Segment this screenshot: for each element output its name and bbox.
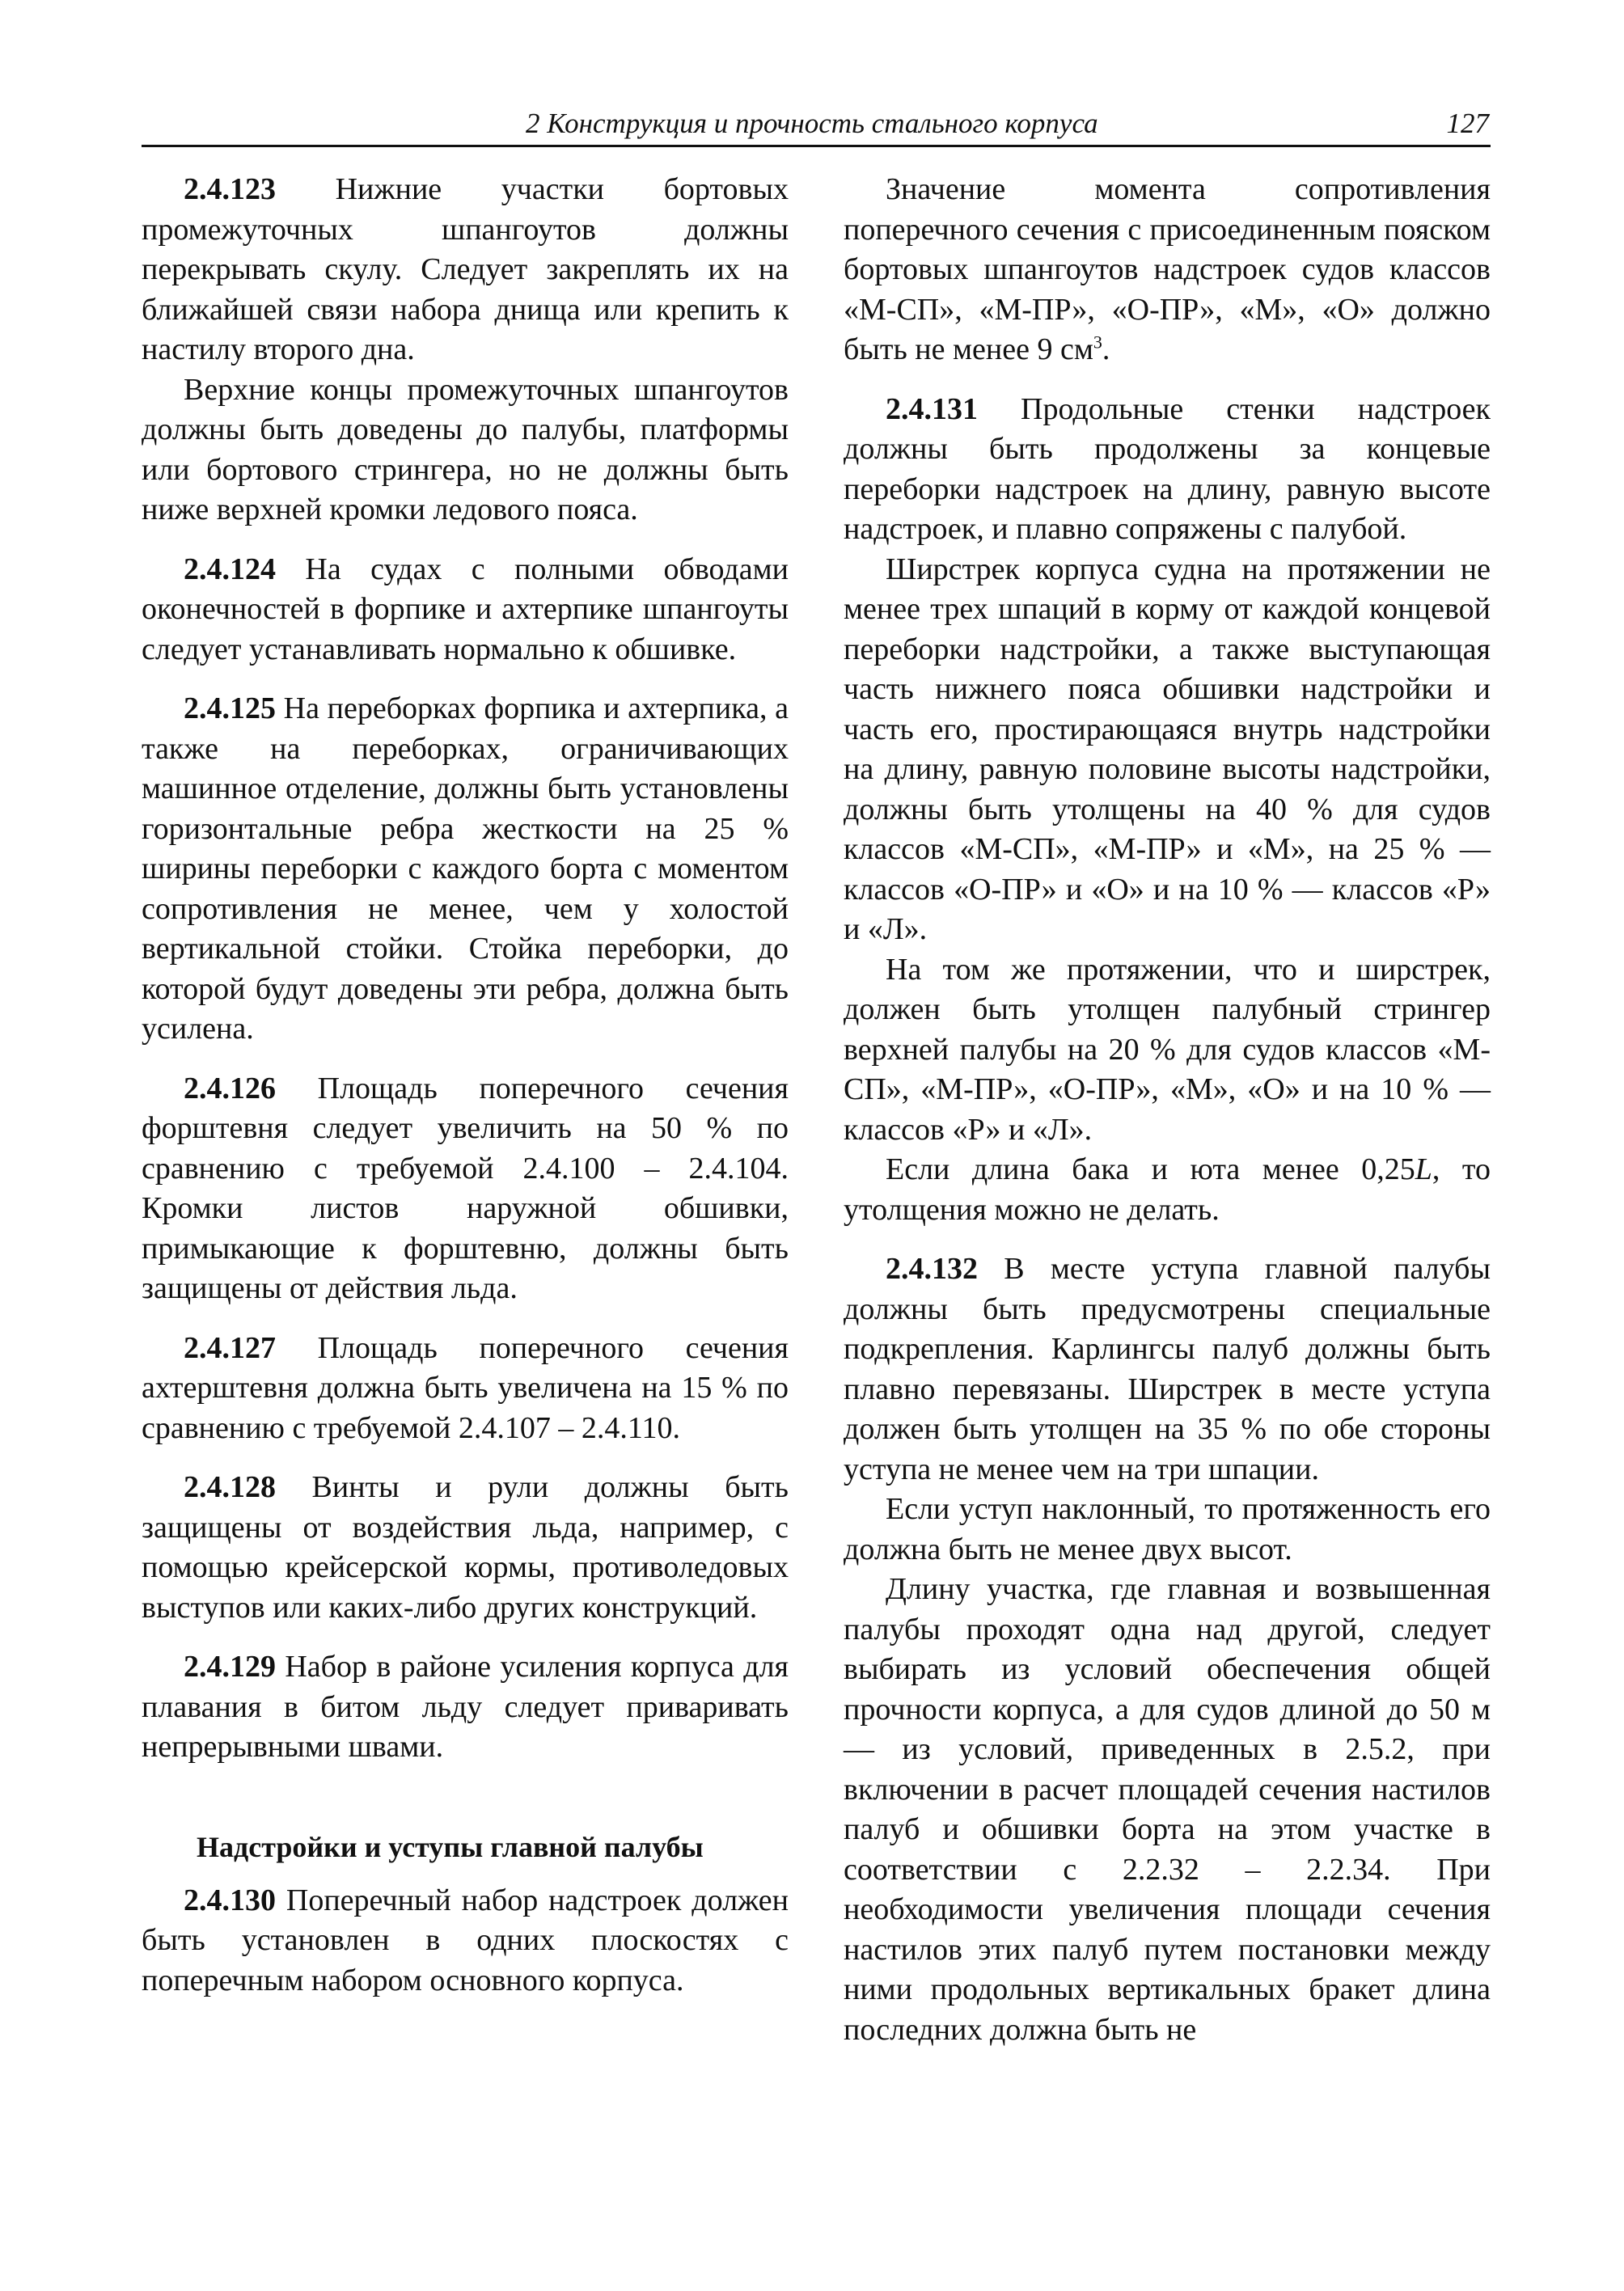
paragraph-text: На переборках форпика и ахтерпика, а также на переборках, ограничивающих машинное отделение, должны быть установлены горизонтальные ребра жесткости на 25 % ширины переборки с каждого борта с моментом сопротивления не менее, чем у холостой вертикальной стойки. Стойка переборки, до которой будут доведены эти ребра, должна быть усилена. <box>142 691 789 1046</box>
running-header <box>142 103 1491 147</box>
right-column <box>844 170 1491 2050</box>
paragraph-text: Верхние концы промежуточных шпангоутов должны быть доведены до палубы, платформы или бортового стрингера, но не должны быть ниже верхней кромки ледового пояса. <box>142 372 789 526</box>
paragraph-deck-length <box>844 1570 1491 2050</box>
paragraph-text: Ширстрек корпуса судна на протяжении не менее трех шпаций в корму от каждой концевой переборки надстройки, а также выступающая часть нижнего пояса обшивки надстройки и часть его, простирающаяся внутрь надстройки на длину, равную половине высоты надстройки, должны быть утолщены на 40 % для судов классов «М-СП», «М-ПР» и «М», на 25 % — классов «О-ПР» и «О» и на 10 % — классов «Р» и «Л». <box>844 552 1491 946</box>
paragraph-2-4-129 <box>142 1647 789 1768</box>
superscript: 3 <box>1093 332 1102 353</box>
paragraph-inclined-step <box>844 1490 1491 1570</box>
paragraph-section-modulus <box>844 170 1491 370</box>
paragraph-2-4-124 <box>142 550 789 670</box>
paragraph-2-4-130 <box>142 1881 789 2001</box>
paragraph-text: Длину участка, где главная и возвышенная палубы проходят одна над другой, следует выбирать из условий обеспечения общей прочности корпуса, а для судов длиной до 50 м — из условий, приведенных в 2.5.2, при включении в расчет площадей сечения настилов палуб и обшивки борта на этом участке в соответствии с 2.2.32 – 2.2.34. При необходимости увеличения площади сечения настилов этих палуб путем постановки между ними продольных вертикальных бракет длина последних должна быть не <box>844 1572 1491 2047</box>
paragraph-continuation <box>142 370 789 530</box>
length-variable: L <box>1415 1152 1432 1186</box>
paragraph-text: На том же протяжении, что и ширстрек, должен быть утолщен палубный стрингер верхней палубы на 20 % для судов классов «М-СП», «М-ПР», «О-ПР», «М», «О» и на 10 % — классов «Р» и «Л». <box>844 952 1491 1147</box>
paragraph-2-4-127 <box>142 1329 789 1449</box>
paragraph-text: , то утолщения можно не делать. <box>844 1152 1491 1227</box>
paragraph-deck-stringer <box>844 950 1491 1151</box>
clause-number: 2.4.129 <box>184 1650 276 1684</box>
clause-number: 2.4.126 <box>184 1071 276 1105</box>
paragraph-2-4-132 <box>844 1249 1491 1490</box>
paragraph-2-4-126 <box>142 1069 789 1309</box>
chapter-title: 2 Конструкция и прочность стального корпуса <box>526 108 1098 139</box>
paragraph-text: Площадь поперечного сечения форштевня следует увеличить на 50 % по сравнению с требуемой 2.4.100 – 2.4.104. Кромки листов наружной обшивки, примыкающие к форштевню, должны быть защищены от действия льда. <box>142 1071 789 1305</box>
paragraph-text: Если длина бака и юта менее 0,25 <box>886 1152 1415 1186</box>
clause-number: 2.4.130 <box>184 1883 276 1917</box>
paragraph-2-4-125 <box>142 689 789 1050</box>
clause-number: 2.4.132 <box>886 1252 978 1286</box>
paragraph-text: В месте уступа главной палубы должны быть предусмотрены специальные подкрепления. Карлингсы палуб должны быть плавно перевязаны. Ширстрек в месте уступа должен быть утолщен на 35 % по обе стороны уступа не менее чем на три шпации. <box>844 1252 1491 1486</box>
paragraph-sheerstrake <box>844 550 1491 950</box>
clause-number: 2.4.125 <box>184 691 276 725</box>
paragraph-text: Если уступ наклонный, то протяженность его должна быть не менее двух высот. <box>844 1492 1491 1566</box>
paragraph-text: Продольные стенки надстроек должны быть продолжены за концевые переборки надстроек на длину, равную высоте надстроек, и плавно сопряжены с палубой. <box>844 391 1491 546</box>
page-number: 127 <box>1446 108 1489 139</box>
clause-number: 2.4.131 <box>886 391 978 426</box>
paragraph-text: Винты и рули должны быть защищены от воздействия льда, например, с помощью крейсерской кормы, противоледовых выступов или каких-либо других конструкций. <box>142 1470 789 1625</box>
paragraph-forecastle <box>844 1150 1491 1230</box>
paragraph-text: Поперечный набор надстроек должен быть установлен в одних плоскостях с поперечным набором основного корпуса. <box>142 1883 789 1997</box>
paragraph-text: Набор в районе усиления корпуса для плавания в битом льду следует приваривать непрерывными швами. <box>142 1650 789 1764</box>
paragraph-2-4-123 <box>142 170 789 370</box>
paragraph-text: Площадь поперечного сечения ахтерштевня должна быть увеличена на 15 % по сравнению с требуемой 2.4.107 – 2.4.110. <box>142 1330 789 1445</box>
paragraph-text: На судах с полными обводами оконечностей в форпике и ахтерпике шпангоуты следует устанавливать нормально к обшивке. <box>142 552 789 666</box>
section-heading: Надстройки и уступы главной палубы <box>197 1830 704 1863</box>
clause-number: 2.4.124 <box>184 552 276 586</box>
paragraph-text: Значение момента сопротивления поперечного сечения с присоединенным пояском бортовых шпангоутов надстроек судов классов «М-СП», «М-ПР», «О-ПР», «М», «О» должно быть не менее 9 см <box>844 172 1491 366</box>
clause-number: 2.4.123 <box>184 172 276 206</box>
paragraph-end: . <box>1102 332 1110 366</box>
paragraph-text: Нижние участки бортовых промежуточных шпангоутов должны перекрывать скулу. Следует закреплять их на ближайшей связи набора днища или крепить к настилу второго дна. <box>142 172 789 366</box>
paragraph-2-4-131 <box>844 390 1491 550</box>
left-column <box>142 170 789 2001</box>
paragraph-2-4-128 <box>142 1468 789 1628</box>
clause-number: 2.4.128 <box>184 1470 276 1504</box>
clause-number: 2.4.127 <box>184 1330 276 1365</box>
